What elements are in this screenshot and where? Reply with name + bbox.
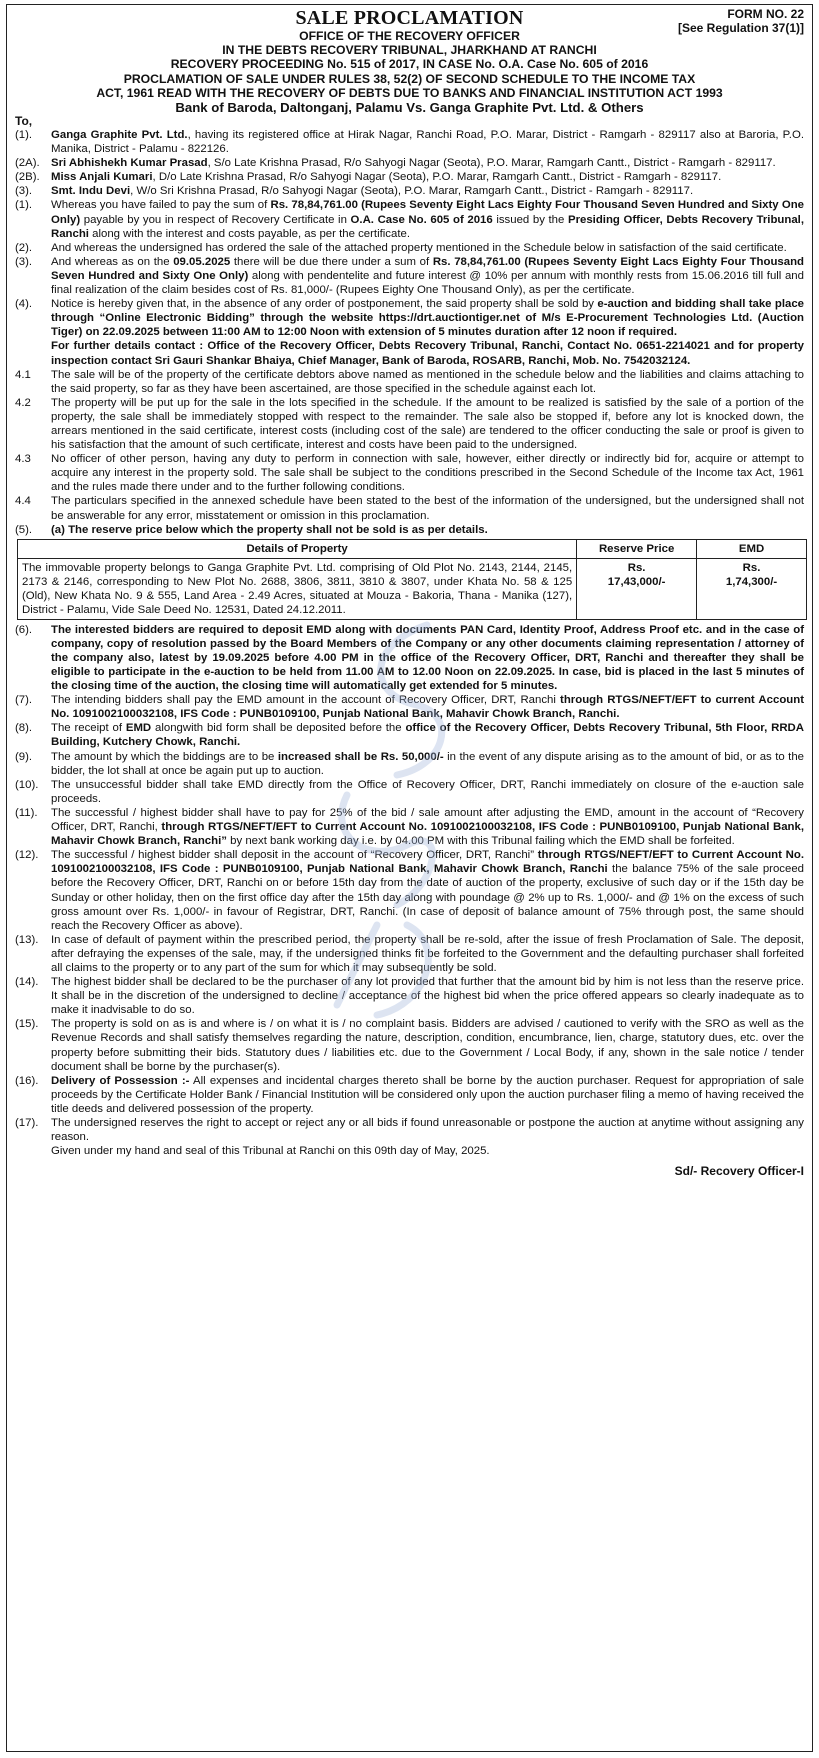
col-header-details: Details of Property (18, 539, 577, 558)
paragraph-7: (7). The intending bidders shall pay the EMD amount in the account of Recovery Officer, DRT, Ranchi through RTGS/NEFT/EFT to current Account No. 1091002100032108, IFS Code : PUNB0109100, Punjab National Bank, Mahavir Chowk Branch, Ranchi. (15, 694, 804, 721)
emd-amount: Rs. 1,74,300/- (697, 558, 807, 619)
paragraph-5: (5). (a) The reserve price below which the property shall not be sold is as per details. (15, 523, 488, 536)
paragraph-17: (17). The undersigned reserves the right to accept or reject any or all bids if found unreasonable or postpone the auction at anytime without assigning any reason. Given under my hand and seal of this Tribunal at Ranchi on this 09th day of May, 2025. (15, 1117, 804, 1158)
paragraph-3: (3). And whereas as on the 09.05.2025 there will be due there under a sum of Rs. 78,84,761.00 (Rupees Seventy Eight Lacs Eighty Four Thousand Seven Hundred and Sixty One Only) along with pendentelite and future interest @ 10% per annum with monthly rests from 15.06.2016 till full and final realization of the claim besides cost of Rs. 81,000/- (Rupees Eighty One Thousand Only), as per the certificate. (15, 255, 804, 297)
paragraph-12: (12). The successful / highest bidder shall deposit in the account of “Recovery Officer, DRT, Ranchi” through RTGS/NEFT/EFT to Current Account No. 1091002100032108, IFS Code : PUNB0109100, Punjab National Bank, Mahavir Chowk Branch, Ranchi the balance 75% of the sale proceed before the Recovery Officer, DRT, Ranchi on or before 15th day from the date of auction of the property, exclusive of such day or if the 15th day be Sunday or other holiday, then on the first office day after the 15th day along with poundage @ 2% up to Rs. 1,000/- and @ 1% on the excess of such gross amount over Rs. 1,000/- in favour of Registrar, DRT, Ranchi. (In case of deposit of balance amount of 75% through post, the same should reach the Recovery Officer as above). (15, 849, 805, 932)
addressee-name: Smt. Indu Devi (51, 185, 131, 198)
paragraph-16: (16). Delivery of Possession :- All expenses and incidental charges thereto shall be borne by the auction purchaser. Request for appropriation of sale proceeds by the Certificate Holder Bank / Financial Institution will be considered only upon the auction purchaser filing a memo of having received the title deeds and delivered possession of the property. (15, 1074, 804, 1115)
header (15, 7, 804, 114)
paragraph-10: (10). The unsuccessful bidder shall take EMD directly from the Office of Recovery Officer, DRT, Ranchi immediately on closure of the e-auction sale proceeds. (15, 778, 804, 805)
paragraph-4-4: 4.4 The particulars specified in the annexed schedule have been stated to the best of the information of the undersigned, but the undersigned shall not be answerable for any error, misstatement or omission in this proclamation. (15, 495, 804, 522)
form-number: FORM NO. 22 (727, 7, 804, 21)
header-line-1: OFFICE OF THE RECOVERY OFFICER (299, 29, 520, 43)
signature: Sd/- Recovery Officer-I (674, 1164, 804, 1179)
paragraph-15: (15). The property is sold on as is and where is / on what it is / no complaint basis. Bidders are advised / cautioned to verify with the SRO as well as the Revenue Records and shall satisfy themselves regarding the nature, description, condition, encumbrance, lien, charge, statutory dues, etc. over the property before submitting their bids. Statutory dues / liabilities etc. due to the Government / Local Body, if any, shown in the sale notice / tender document shall be borne by the purchaser(s). (15, 1018, 804, 1073)
header-line-2: IN THE DEBTS RECOVERY TRIBUNAL, JHARKHAND AT RANCHI (222, 43, 597, 58)
header-line-4: PROCLAMATION OF SALE UNDER RULES 38, 52(2) OF SECOND SCHEDULE TO THE INCOME TAX (123, 71, 696, 86)
table-header-row (18, 539, 807, 558)
proclamation-page (6, 4, 813, 1752)
addressee-item: (2A). Sri Abhishekh Kumar Prasad, S/o Late Krishna Prasad, R/o Sahyogi Nagar (Seota), P.O. Marar, Ramgarh Cantt., District - Ramgarh - 829117. (15, 157, 776, 170)
addressee-list (15, 128, 804, 198)
paragraph-4-3: 4.3 No officer of other person, having any duty to perform in connection with sale, however, either directly or indirectly bid for, acquire or attempt to acquire any interest in the property sold. The sale shall be subject to the conditions prescribed in the Second Schedule of the Income tax Act, 1961 and the rules made there under and to the further following conditions. (15, 453, 804, 494)
property-table (17, 539, 807, 620)
form-number-block (678, 7, 804, 35)
regulation-ref: [See Regulation 37(1)] (677, 21, 804, 35)
paragraph-9: (9). The amount by which the biddings are to be increased shall be Rs. 50,000/- in the event of any dispute arising as to the amount of bid, or as to the bidder, the lot shall at once be again put up to auction. (15, 750, 805, 777)
col-header-reserve: Reserve Price (577, 539, 697, 558)
addressee-name: Ganga Graphite Pvt. Ltd. (51, 129, 188, 141)
addressee-item: (1). Ganga Graphite Pvt. Ltd., having its registered office at Hirak Nagar, Ranchi Road, P.O. Marar, District - Ramgarh - 829117 also at Baroria, P.O. Manika, District - Palamu - 822126. (15, 129, 804, 156)
addressee-name: Sri Abhishekh Kumar Prasad (51, 157, 208, 170)
reserve-price: Rs. 17,43,000/- (577, 558, 697, 619)
given-under-hand: Given under my hand and seal of this Tribunal at Ranchi on this 09th day of May, 2025. (51, 1145, 490, 1158)
addressee-name: Miss Anjali Kumari (51, 171, 153, 184)
addressee-item: (2B). Miss Anjali Kumari, D/o Late Krishna Prasad, R/o Sahyogi Nagar (Seota), P.O. Marar, Ramgarh Cantt., District - Ramgarh - 829117. (15, 171, 722, 184)
paragraph-2: (2). And whereas the undersigned has ordered the sale of the attached property mentioned in the Schedule below in satisfaction of the said certificate. (15, 241, 787, 254)
property-details: The immovable property belongs to Ganga Graphite Pvt. Ltd. comprising of Old Plot No. 2143, 2144, 2145, 2173 & 2146, corresponding to New Plot No. 2688, 3806, 3811, 3810 & 3807, under Khata No. 58 & 125 (Old), New Khata No. 9 & 555, Land Area - 2.49 Acres, situated at Mouza - Bakoria, Thana - Manika (127), District - Palamu, Vide Sale Deed No. 12531, Dated 24.12.2011. (18, 558, 577, 619)
paragraph-8: (8). The receipt of EMD alongwith bid form shall be deposited before the office of the Recovery Officer, Debts Recovery Tribunal, 5th Floor, RRDA Building, Kutchery Chowk, Ranchi. (15, 722, 804, 749)
contact-details: For further details contact : Office of the Recovery Officer, Debts Recovery Tribunal, Ranchi, Contact No. 0651-2214021 and for property inspection contact Sri Gauri Shankar Bhaiya, Chief Manager, Bank of Baroda, ROSARB, Ranchi, Mob. No. 7542032124. (51, 340, 804, 367)
paragraph-4: (4). Notice is hereby given that, in the absence of any order of postponement, the said property shall be sold by e-auction and bidding shall take place through “Online Electronic Bidding” through the website https://drt.auctiontiger.net of M/s E-Procurement Technologies Ltd. (Auction Tiger) on 22.09.2025 between 11:00 AM to 12:00 Noon with extension of 5 minutes duration after 12 noon if required. For further details contact : Office of the Recovery Officer, Debts Recovery Tribunal, Ranchi, Contact No. 0651-2214021 and for property inspection contact Sri Gauri Shankar Bhaiya, Chief Manager, Bank of Baroda, ROSARB, Ranchi, Mob. No. 7542032124. (15, 298, 804, 367)
conditions-list (15, 623, 804, 1159)
to-label: To, (15, 114, 33, 128)
case-parties: Bank of Baroda, Daltonganj, Palamu Vs. Ganga Graphite Pvt. Ltd. & Others (175, 100, 644, 116)
header-line-3: RECOVERY PROCEEDING No. 515 of 2017, IN CASE No. O.A. Case No. 605 of 2016 (170, 57, 649, 72)
paragraph-6: (6). The interested bidders are required to deposit EMD along with documents PAN Card, Identity Proof, Address Proof etc. and in the case of company, copy of resolution passed by the Board Members of the Company or any other documents claiming representation / attorney of the company also, latest by 19.09.2025 before 4.00 PM in the office of the Recovery Officer, DRT, Ranchi and thereafter they shall be eligible to participate in the e-auction to be held from 11.00 AM to 12.00 Noon on 22.09.2025. In case, bid is placed in the last 5 minutes of the closing time of the auction, the closing time will automatically get extended for 5 minutes. (15, 623, 804, 693)
addressee-item: (3). Smt. Indu Devi, W/o Sri Krishna Prasad, R/o Sahyogi Nagar (Seota), P.O. Marar, Ramgarh Cantt., District - Ramgarh - 829117. (15, 185, 694, 198)
col-header-emd: EMD (697, 539, 807, 558)
table-row (18, 558, 807, 619)
paragraph-11: (11). The successful / highest bidder shall have to pay for 25% of the bid / sale amount after adjusting the EMD, amount in the account of “Recovery Officer, DRT, Ranchi, through RTGS/NEFT/EFT to Current Account No. 1091002100032108, IFS Code : PUNB0109100, Punjab National Bank, Mahavir Chowk Branch, Ranchi” by next bank working day i.e. by 04.00 PM with this Tribunal failing which the EMD shall be forfeited. (15, 806, 805, 848)
paragraph-13: (13). In case of default of payment within the prescribed period, the property shall be re-sold, after the issue of fresh Proclamation of Sale. The deposit, after defraying the expenses of the sale, may, if the undersigned thinks fit be forfeited to the Government and the defaulting purchaser shall forfeited all claims to the property or to any part of the sum for which it may subsequently be sold. (15, 933, 804, 974)
page-title: SALE PROCLAMATION (295, 7, 524, 29)
paragraph-4-1: 4.1 The sale will be of the property of the certificate debtors above named as mentioned in the schedule below and the liabilities and claims attaching to the said property, so far as they have been ascertained, are those specified in the schedule against each lot. (15, 368, 804, 395)
header-line-5: ACT, 1961 READ WITH THE RECOVERY OF DEBTS DUE TO BANKS AND FINANCIAL INSTITUTION ACT 1993 (96, 85, 723, 100)
terms-list (15, 198, 804, 536)
paragraph-4-2: 4.2 The property will be put up for the sale in the lots specified in the schedule. If the amount to be realized is satisfied by the sale of a portion of the property, the sale shall be immediately stopped with respect to the remainder. The sale also be stopped if, before any lot is knocked down, the arrears mentioned in the said certificate, interest costs (including cost of the sale) are tendered to the officer conducting the sale or proof is given to his satisfaction that the amount of such certificate, interest and costs have been paid to the undersigned. (15, 396, 804, 452)
paragraph-14: (14). The highest bidder shall be declared to be the purchaser of any lot provided that further that the amount bid by him is not less than the reserve price. It shall be in the discretion of the undersigned to decline / acceptance of the highest bid when the price offered appears so clearly inadequate as to make it inadvisable to do so. (15, 976, 804, 1017)
paragraph-1: (1). Whereas you have failed to pay the sum of Rs. 78,84,761.00 (Rupees Seventy Eight Lacs Eighty Four Thousand Seven Hundred and Sixty One Only) payable by you in respect of Recovery Certificate in O.A. Case No. 605 of 2016 issued by the Presiding Officer, Debts Recovery Tribunal, Ranchi along with the interest and costs payable, as per the certificate. (15, 199, 805, 240)
